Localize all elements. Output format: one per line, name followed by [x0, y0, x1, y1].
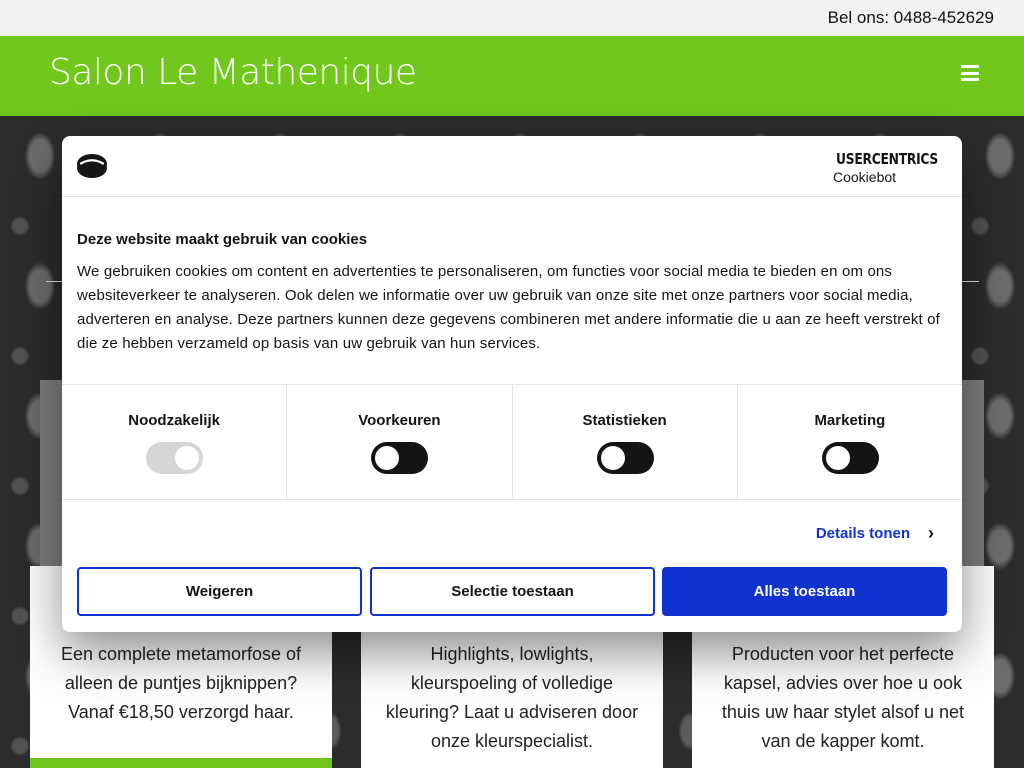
details-label: Details tonen	[815, 525, 910, 542]
toggle-voorkeuren[interactable]	[371, 442, 428, 474]
site-header	[0, 36, 1024, 116]
category-marketing	[738, 385, 962, 499]
chevron-right-icon: ›	[928, 523, 934, 543]
cookiebot-logo-icon	[76, 153, 108, 179]
deny-button[interactable]: Weigeren	[77, 567, 362, 616]
service-card-text: Een complete metamorfose of alleen de puntjes bijknippen? Vanaf €18,50 verzorgd haar.	[60, 644, 302, 722]
details-toggle-link[interactable]	[816, 523, 934, 544]
category-statistieken	[513, 385, 738, 499]
cookiebot-wordmark: Cookiebot	[833, 169, 897, 185]
cookie-consent-dialog	[62, 136, 962, 632]
toggle-marketing[interactable]	[822, 442, 879, 474]
category-label: Statistieken	[582, 412, 667, 429]
dialog-header	[62, 136, 962, 197]
usercentrics-wordmark: USERCENTRICS	[836, 150, 939, 168]
site-logo[interactable]: Salon Le Mathenique	[49, 52, 417, 93]
toggle-statistieken[interactable]	[597, 442, 654, 474]
service-card-text: Producten voor het perfecte kapsel, advies over hoe u ook thuis uw haar stylet alsof u net van de kapper komt.	[721, 644, 965, 751]
allow-selection-button[interactable]: Selectie toestaan	[370, 567, 655, 616]
cookie-categories	[62, 384, 962, 500]
top-bar	[0, 0, 1024, 36]
category-noodzakelijk	[62, 385, 287, 499]
toggle-noodzakelijk	[146, 442, 203, 474]
allow-all-button[interactable]: Alles toestaan	[662, 567, 947, 616]
category-label: Noodzakelijk	[128, 412, 220, 429]
usercentrics-logo[interactable]	[833, 150, 948, 184]
dialog-description: We gebruiken cookies om content en advertenties te personaliseren, om functies voor social media te bieden en om ons websiteverkeer te analyseren. Ook delen we informatie over uw gebruik van onze site met onze partners voor social media, adverteren en analyse. Deze partners kunnen deze gegevens combineren met andere informatie die u aan ze heeft verstrekt of die ze hebben verzameld op basis van uw gebruik van hun services.	[77, 263, 940, 352]
category-label: Voorkeuren	[358, 412, 441, 429]
phone-number[interactable]: Bel ons: 0488-452629	[827, 8, 994, 27]
service-card-button[interactable]	[30, 758, 332, 768]
dialog-title: Deze website maakt gebruik van cookies	[77, 231, 368, 248]
category-voorkeuren	[287, 385, 512, 499]
category-label: Marketing	[814, 412, 886, 429]
hamburger-menu-icon[interactable]	[961, 65, 979, 81]
service-card-text: Highlights, lowlights, kleurspoeling of volledige kleuring? Laat u adviseren door onze kleurspecialist.	[385, 644, 639, 751]
